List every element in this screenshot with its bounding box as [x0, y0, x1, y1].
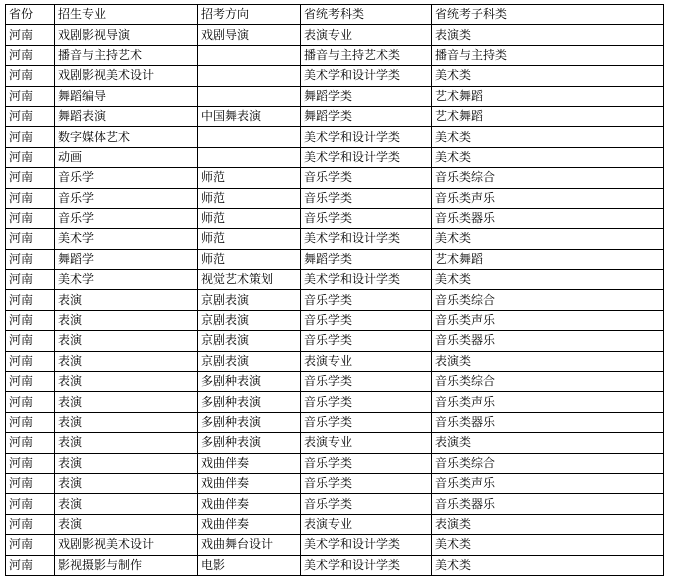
cell-exam-subcategory: 音乐类声乐 [432, 392, 664, 412]
cell-exam-subcategory: 表演类 [432, 514, 664, 534]
cell-major: 戏剧影视导演 [55, 25, 198, 45]
cell-province: 河南 [6, 229, 55, 249]
cell-exam-category: 舞蹈学类 [301, 106, 432, 126]
table-body [6, 25, 664, 576]
cell-exam-category: 美术学和设计学类 [301, 270, 432, 290]
cell-exam-subcategory: 艺术舞蹈 [432, 249, 664, 269]
cell-province: 河南 [6, 514, 55, 534]
cell-major: 美术学 [55, 270, 198, 290]
header-province: 省份 [6, 5, 55, 25]
cell-major: 表演 [55, 433, 198, 453]
cell-exam-category: 音乐学类 [301, 392, 432, 412]
cell-exam-subcategory: 音乐类综合 [432, 372, 664, 392]
header-exam-subcategory: 省统考子科类 [432, 5, 664, 25]
cell-major: 舞蹈编导 [55, 86, 198, 106]
cell-direction: 师范 [198, 208, 301, 228]
header-direction: 招考方向 [198, 5, 301, 25]
cell-exam-category: 音乐学类 [301, 290, 432, 310]
cell-province: 河南 [6, 473, 55, 493]
cell-major: 音乐学 [55, 208, 198, 228]
header-major: 招生专业 [55, 5, 198, 25]
cell-direction: 京剧表演 [198, 331, 301, 351]
table-row [6, 331, 664, 351]
table-row [6, 168, 664, 188]
cell-major: 音乐学 [55, 168, 198, 188]
cell-major: 数字媒体艺术 [55, 127, 198, 147]
table-row [6, 147, 664, 167]
cell-exam-subcategory: 艺术舞蹈 [432, 106, 664, 126]
cell-exam-category: 美术学和设计学类 [301, 535, 432, 555]
table-row [6, 310, 664, 330]
cell-exam-subcategory: 音乐类综合 [432, 290, 664, 310]
table-row [6, 188, 664, 208]
cell-exam-category: 表演专业 [301, 514, 432, 534]
cell-direction [198, 66, 301, 86]
cell-major: 表演 [55, 351, 198, 371]
cell-major: 戏剧影视美术设计 [55, 66, 198, 86]
cell-exam-category: 音乐学类 [301, 188, 432, 208]
cell-direction: 师范 [198, 168, 301, 188]
cell-exam-subcategory: 表演类 [432, 433, 664, 453]
cell-province: 河南 [6, 290, 55, 310]
cell-direction: 多剧种表演 [198, 372, 301, 392]
cell-exam-category: 音乐学类 [301, 331, 432, 351]
cell-exam-subcategory: 播音与主持类 [432, 45, 664, 65]
cell-direction: 京剧表演 [198, 310, 301, 330]
cell-province: 河南 [6, 249, 55, 269]
cell-province: 河南 [6, 331, 55, 351]
cell-direction [198, 86, 301, 106]
cell-major: 表演 [55, 392, 198, 412]
table-row [6, 555, 664, 575]
cell-exam-category: 美术学和设计学类 [301, 127, 432, 147]
table-row [6, 392, 664, 412]
cell-province: 河南 [6, 392, 55, 412]
header-exam-category: 省统考科类 [301, 5, 432, 25]
cell-exam-subcategory: 音乐类综合 [432, 168, 664, 188]
cell-exam-subcategory: 音乐类声乐 [432, 473, 664, 493]
cell-major: 舞蹈学 [55, 249, 198, 269]
cell-province: 河南 [6, 66, 55, 86]
cell-exam-category: 表演专业 [301, 433, 432, 453]
cell-major: 表演 [55, 473, 198, 493]
cell-exam-category: 表演专业 [301, 25, 432, 45]
cell-province: 河南 [6, 535, 55, 555]
cell-major: 表演 [55, 494, 198, 514]
cell-exam-category: 音乐学类 [301, 473, 432, 493]
cell-exam-category: 表演专业 [301, 351, 432, 371]
cell-direction: 多剧种表演 [198, 433, 301, 453]
cell-province: 河南 [6, 86, 55, 106]
table-row [6, 351, 664, 371]
table-row [6, 433, 664, 453]
cell-exam-category: 音乐学类 [301, 208, 432, 228]
cell-exam-subcategory: 美术类 [432, 555, 664, 575]
cell-exam-category: 音乐学类 [301, 412, 432, 432]
table-row [6, 127, 664, 147]
cell-exam-subcategory: 音乐类器乐 [432, 494, 664, 514]
cell-exam-subcategory: 表演类 [432, 351, 664, 371]
table-row [6, 494, 664, 514]
admissions-table [5, 4, 664, 576]
cell-exam-subcategory: 音乐类器乐 [432, 208, 664, 228]
cell-direction: 电影 [198, 555, 301, 575]
cell-major: 表演 [55, 310, 198, 330]
cell-province: 河南 [6, 494, 55, 514]
cell-exam-subcategory: 美术类 [432, 66, 664, 86]
cell-direction: 戏曲伴奏 [198, 514, 301, 534]
cell-major: 表演 [55, 372, 198, 392]
cell-exam-subcategory: 音乐类声乐 [432, 188, 664, 208]
cell-province: 河南 [6, 106, 55, 126]
cell-exam-category: 播音与主持艺术类 [301, 45, 432, 65]
cell-exam-category: 美术学和设计学类 [301, 66, 432, 86]
cell-exam-subcategory: 美术类 [432, 535, 664, 555]
cell-direction: 戏曲伴奏 [198, 494, 301, 514]
cell-exam-subcategory: 音乐类综合 [432, 453, 664, 473]
table-row [6, 229, 664, 249]
cell-province: 河南 [6, 45, 55, 65]
table-row [6, 25, 664, 45]
cell-province: 河南 [6, 147, 55, 167]
cell-major: 影视摄影与制作 [55, 555, 198, 575]
cell-exam-category: 美术学和设计学类 [301, 229, 432, 249]
cell-exam-category: 音乐学类 [301, 453, 432, 473]
cell-direction [198, 45, 301, 65]
cell-direction: 中国舞表演 [198, 106, 301, 126]
table-row [6, 66, 664, 86]
cell-province: 河南 [6, 453, 55, 473]
cell-major: 表演 [55, 331, 198, 351]
table-row [6, 249, 664, 269]
cell-direction: 戏剧导演 [198, 25, 301, 45]
table-row [6, 535, 664, 555]
cell-major: 舞蹈表演 [55, 106, 198, 126]
table-row [6, 45, 664, 65]
cell-exam-category: 音乐学类 [301, 168, 432, 188]
cell-province: 河南 [6, 351, 55, 371]
cell-major: 美术学 [55, 229, 198, 249]
cell-province: 河南 [6, 310, 55, 330]
cell-major: 戏剧影视美术设计 [55, 535, 198, 555]
cell-exam-category: 美术学和设计学类 [301, 555, 432, 575]
cell-exam-subcategory: 美术类 [432, 127, 664, 147]
cell-major: 表演 [55, 453, 198, 473]
cell-major: 表演 [55, 290, 198, 310]
cell-province: 河南 [6, 555, 55, 575]
cell-province: 河南 [6, 127, 55, 147]
cell-direction: 师范 [198, 188, 301, 208]
cell-exam-subcategory: 音乐类器乐 [432, 331, 664, 351]
cell-major: 播音与主持艺术 [55, 45, 198, 65]
cell-direction: 师范 [198, 249, 301, 269]
table-row [6, 106, 664, 126]
table-row [6, 208, 664, 228]
cell-exam-subcategory: 音乐类器乐 [432, 412, 664, 432]
cell-exam-subcategory: 艺术舞蹈 [432, 86, 664, 106]
cell-exam-subcategory: 美术类 [432, 229, 664, 249]
table-row [6, 372, 664, 392]
table-row [6, 290, 664, 310]
cell-exam-category: 舞蹈学类 [301, 86, 432, 106]
cell-direction: 多剧种表演 [198, 412, 301, 432]
cell-province: 河南 [6, 412, 55, 432]
cell-major: 表演 [55, 412, 198, 432]
cell-province: 河南 [6, 270, 55, 290]
cell-direction [198, 127, 301, 147]
cell-direction [198, 147, 301, 167]
cell-major: 表演 [55, 514, 198, 534]
cell-direction: 京剧表演 [198, 351, 301, 371]
table-row [6, 412, 664, 432]
cell-exam-category: 音乐学类 [301, 372, 432, 392]
table-row [6, 514, 664, 534]
cell-province: 河南 [6, 168, 55, 188]
cell-direction: 师范 [198, 229, 301, 249]
cell-province: 河南 [6, 372, 55, 392]
cell-exam-category: 音乐学类 [301, 310, 432, 330]
cell-exam-category: 音乐学类 [301, 494, 432, 514]
cell-province: 河南 [6, 433, 55, 453]
cell-direction: 多剧种表演 [198, 392, 301, 412]
table-row [6, 270, 664, 290]
cell-exam-subcategory: 音乐类声乐 [432, 310, 664, 330]
table-header-row [6, 5, 664, 25]
table-row [6, 453, 664, 473]
cell-province: 河南 [6, 25, 55, 45]
cell-direction: 戏曲舞台设计 [198, 535, 301, 555]
cell-direction: 戏曲伴奏 [198, 473, 301, 493]
table-row [6, 473, 664, 493]
cell-direction: 视觉艺术策划 [198, 270, 301, 290]
cell-major: 动画 [55, 147, 198, 167]
cell-exam-category: 舞蹈学类 [301, 249, 432, 269]
cell-exam-subcategory: 美术类 [432, 147, 664, 167]
cell-exam-subcategory: 美术类 [432, 270, 664, 290]
cell-province: 河南 [6, 208, 55, 228]
cell-exam-subcategory: 表演类 [432, 25, 664, 45]
cell-exam-category: 美术学和设计学类 [301, 147, 432, 167]
cell-province: 河南 [6, 188, 55, 208]
cell-direction: 京剧表演 [198, 290, 301, 310]
cell-major: 音乐学 [55, 188, 198, 208]
cell-direction: 戏曲伴奏 [198, 453, 301, 473]
table-row [6, 86, 664, 106]
